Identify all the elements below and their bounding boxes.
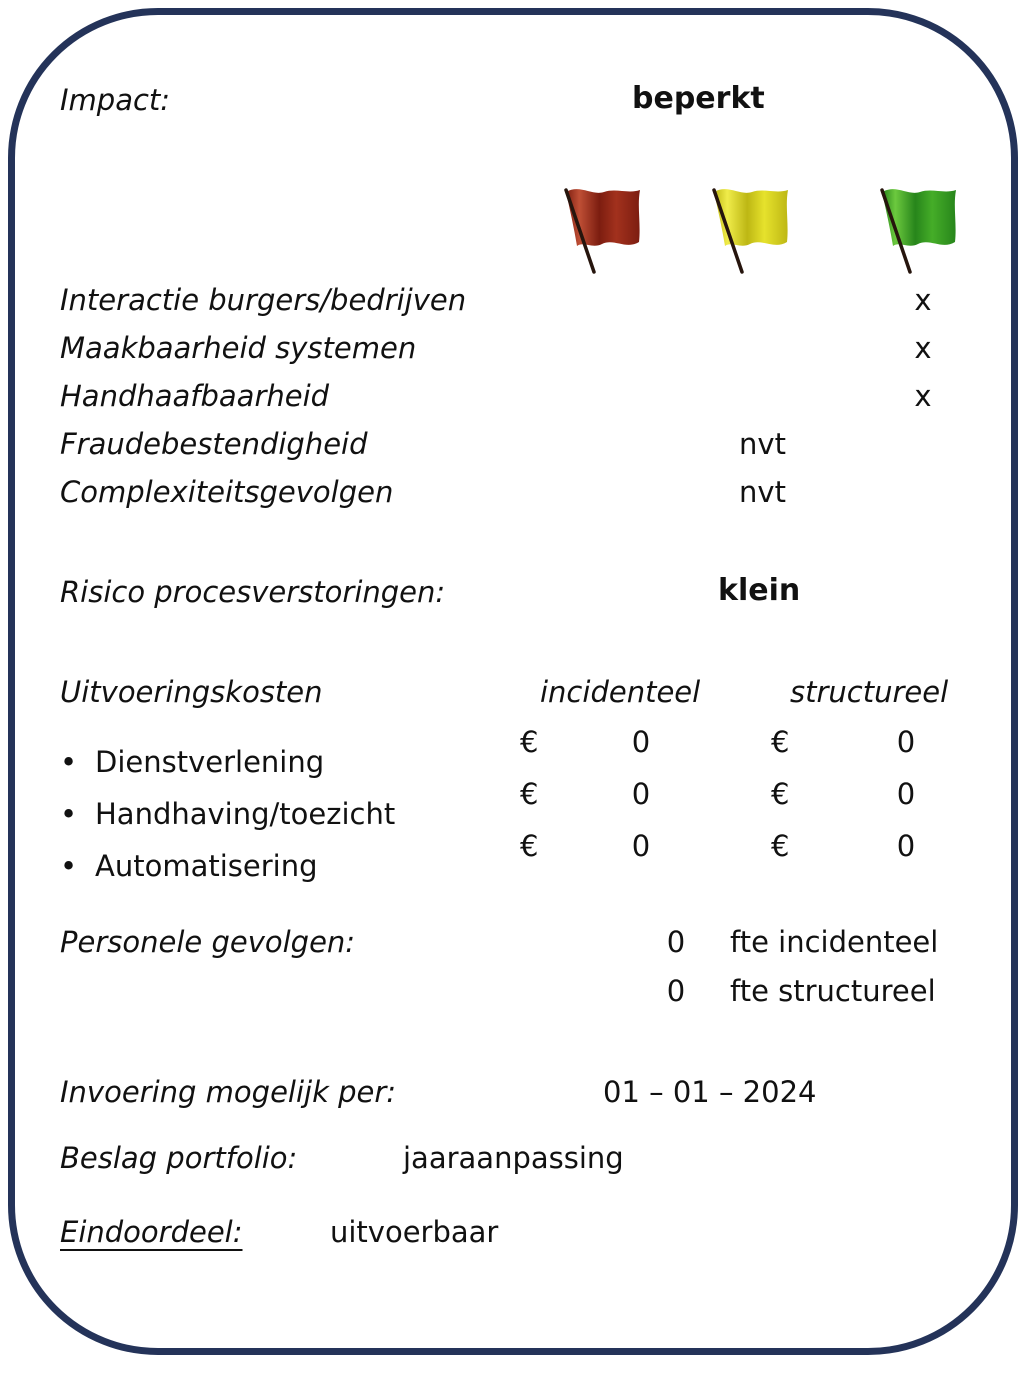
table-row — [60, 794, 395, 834]
criteria-label: Complexiteitsgevolgen — [60, 475, 394, 509]
kosten-row-label: Handhaving/toezicht — [95, 797, 396, 831]
table-row — [60, 742, 324, 782]
kosten-label: Uitvoeringskosten — [60, 675, 323, 709]
eindoordeel-value: uitvoerbaar — [330, 1215, 499, 1249]
euro-sign: € — [771, 829, 790, 863]
criteria-label: Handhaafbaarheid — [60, 379, 330, 413]
criteria-yellow-mark: nvt — [739, 427, 786, 461]
red-flag-icon — [556, 186, 651, 276]
fte-value: 0 — [666, 974, 686, 1008]
personele-label: Personele gevolgen: — [60, 925, 356, 959]
impact-value: beperkt — [632, 81, 765, 116]
euro-sign: € — [771, 777, 790, 811]
criteria-label: Maakbaarheid systemen — [60, 331, 417, 365]
invoering-date: 01 – 01 – 2024 — [603, 1075, 817, 1109]
criteria-green-mark: x — [914, 331, 932, 365]
beslag-label: Beslag portfolio: — [60, 1141, 298, 1175]
criteria-label: Fraudebestendigheid — [60, 427, 368, 461]
table-row — [60, 846, 318, 886]
fte-unit: fte structureel — [730, 974, 936, 1008]
fte-value: 0 — [666, 925, 686, 959]
bullet-icon: • — [60, 745, 78, 779]
eindoordeel-label: Eindoordeel: — [60, 1215, 243, 1249]
kosten-row-label: Dienstverlening — [95, 745, 325, 779]
structureel-value: 0 — [896, 829, 916, 863]
impact-label: Impact: — [60, 83, 171, 117]
criteria-label: Interactie burgers/bedrijven — [60, 283, 467, 317]
risico-value: klein — [718, 573, 801, 608]
invoering-label: Invoering mogelijk per: — [60, 1075, 397, 1109]
bullet-icon: • — [60, 797, 78, 831]
criteria-green-mark: x — [914, 379, 932, 413]
green-flag-icon — [872, 186, 967, 276]
incidenteel-value: 0 — [631, 725, 651, 759]
risico-label: Risico procesverstoringen: — [60, 575, 446, 609]
incidenteel-value: 0 — [631, 829, 651, 863]
incidenteel-value: 0 — [631, 777, 651, 811]
euro-sign: € — [520, 829, 539, 863]
beslag-value: jaaraanpassing — [403, 1141, 624, 1175]
structureel-value: 0 — [896, 725, 916, 759]
kosten-col-structureel: structureel — [790, 675, 949, 709]
kosten-col-incidenteel: incidenteel — [540, 675, 701, 709]
euro-sign: € — [520, 725, 539, 759]
kosten-row-label: Automatisering — [95, 849, 318, 883]
fte-unit: fte incidenteel — [730, 925, 939, 959]
euro-sign: € — [520, 777, 539, 811]
bullet-icon: • — [60, 849, 78, 883]
criteria-yellow-mark: nvt — [739, 475, 786, 509]
structureel-value: 0 — [896, 777, 916, 811]
euro-sign: € — [771, 725, 790, 759]
criteria-green-mark: x — [914, 283, 932, 317]
yellow-flag-icon — [704, 186, 799, 276]
